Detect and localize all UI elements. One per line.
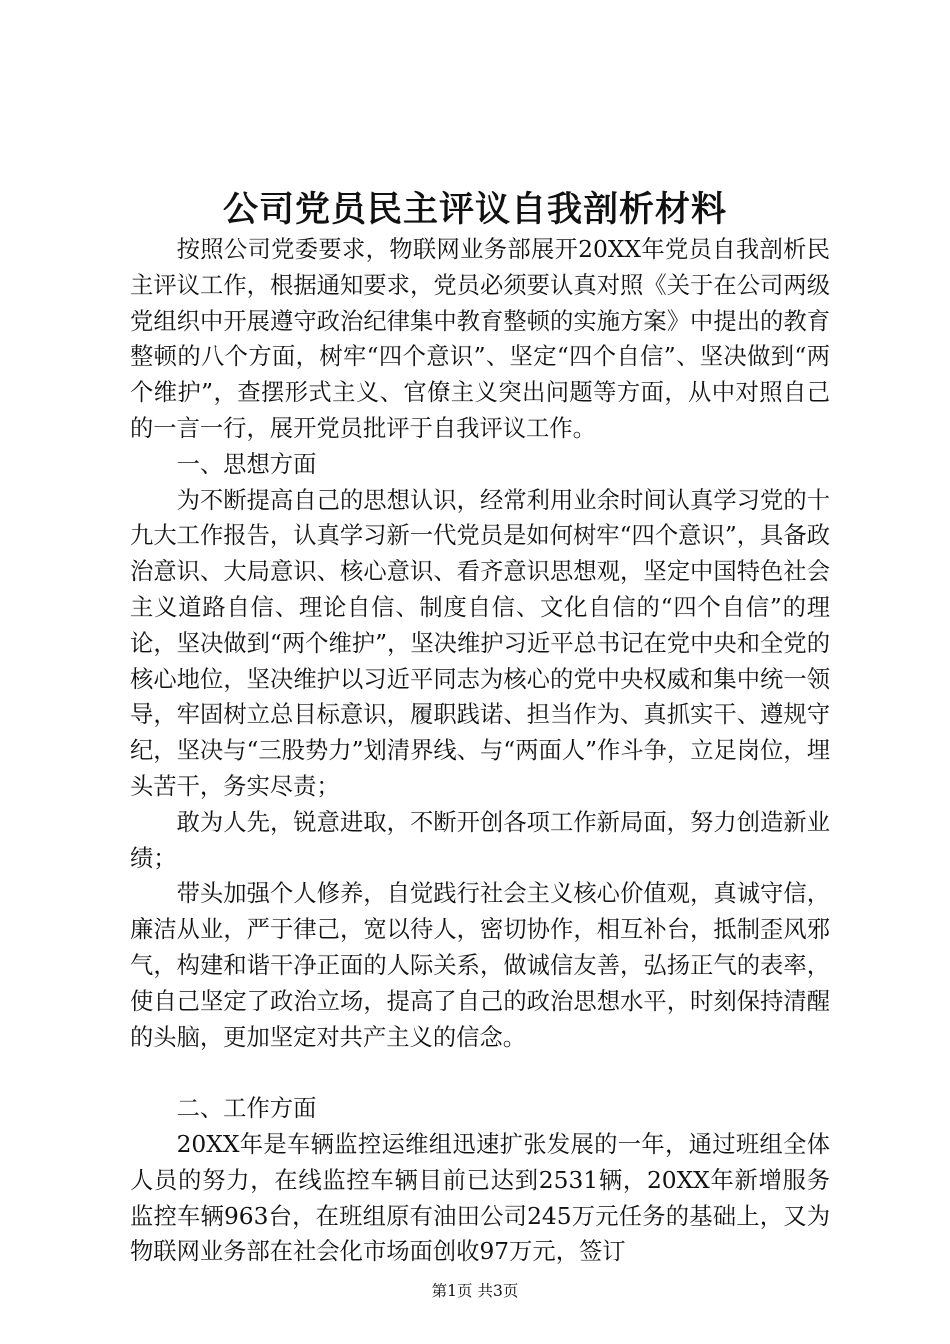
intro-paragraph: 按照公司党委要求，物联网业务部展开20XX年党员自我剖析民主评议工作，根据通知要求，党员必须要认真对照《关于在公司两级党组织中开展遵守政治纪律集中教育整顿的实施方案》中提出的教育整顿的八个方面，树牢“四个意识”、坚定“四个自信”、坚决做到“两个维护”，查摆形式主义、官僚主义突出问题等方面，从中对照自己的一言一行，展开党员批评于自我评议工作。 — [130, 236, 830, 442]
work-paragraph-1: 20XX年是车辆监控运维组迅速扩张发展的一年，通过班组全体人员的努力，在线监控车辆目前已达到2531辆，20XX年新增服务监控车辆963台，在班组原有油田公司245万元任务的基础上，又为物联网业务部在社会化市场面创收97万元，签订 — [130, 1130, 830, 1266]
section-heading-work: 二、工作方面 — [176, 1095, 317, 1123]
thought-paragraph-3: 带头加强个人修养，自觉践行社会主义核心价值观，真诚守信，廉洁从业，严于律己，宽以待人，密切协作，相互补台，抵制歪风邪气，构建和谐干净正面的人际关系，做诚信友善，弘扬正气的表率，使自己坚定了政治立场，提高了自己的政治思想水平，时刻保持清醒的头脑，更加坚定对共产主义的信念。 — [130, 880, 830, 1051]
thought-paragraph-2: 敢为人先，锐意进取，不断开创各项工作新局面，努力创造新业绩； — [130, 808, 830, 872]
document-body — [130, 232, 830, 1270]
page-footer: 第1页 共3页 — [431, 1282, 519, 1300]
paragraph-spacer — [130, 1055, 830, 1091]
section-heading-thought: 一、思想方面 — [176, 450, 317, 478]
thought-paragraph-1: 为不断提高自己的思想认识，经常利用业余时间认真学习党的十九大工作报告，认真学习新一代党员是如何树牢“四个意识”，具备政治意识、大局意识、核心意识、看齐意识思想观，坚定中国特色社会主义道路自信、理论自信、制度自信、文化自信的“四个自信”的理论，坚决做到“两个维护”，坚决维护习近平总书记在党中央和全党的核心地位，坚决维护以习近平同志为核心的党中央权威和集中统一领导，牢固树立总目标意识，履职践诺、担当作为、真抓实干、遵规守纪，坚决与“三股势力”划清界线、与“两面人”作斗争，立足岗位，埋头苦干，务实尽责； — [130, 486, 830, 800]
document-title: 公司党员民主评议自我剖析材料 — [222, 189, 727, 230]
